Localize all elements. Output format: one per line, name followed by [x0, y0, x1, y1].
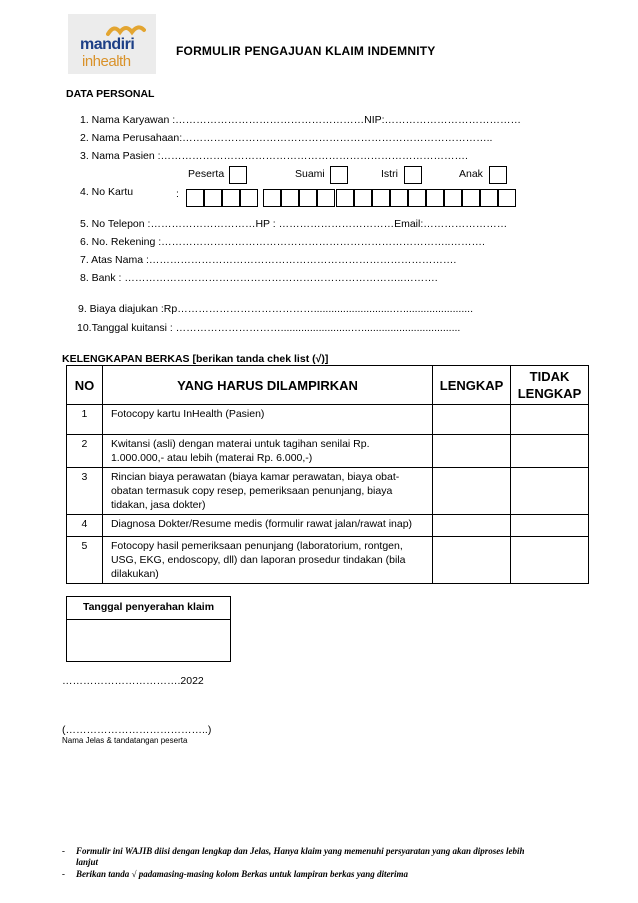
row-description — [102, 468, 432, 515]
no-kartu-digit-box[interactable] — [480, 189, 498, 207]
no-kartu-digit-box[interactable] — [498, 189, 516, 207]
no-kartu-digit-box[interactable] — [408, 189, 426, 207]
lengkap-cell[interactable] — [433, 468, 511, 515]
no-kartu-colon: : — [176, 188, 179, 200]
row-description-line: Rincian biaya perawatan (biaya kamar perawatan, biaya obat- — [110, 471, 400, 483]
header-item: YANG HARUS DILAMPIRKAN — [102, 366, 432, 405]
no-kartu-digit-box[interactable] — [281, 189, 299, 207]
no-telepon-field[interactable]: 5. No Telepon :…………………………HP : ……………………………Email:…………………… — [80, 218, 508, 230]
row-number: 4 — [67, 515, 103, 537]
istri-label: Istri — [381, 168, 398, 180]
row-description — [102, 435, 432, 468]
row-description-line: 1.000.000,- atau lebih (materai Rp. 6.000,-) — [110, 452, 313, 464]
logo-inhealth-text: inhealth — [82, 53, 131, 70]
table-row — [67, 537, 589, 584]
tanggal-kuitansi-field[interactable]: 10.Tanggal kuitansi : …………………………........................….................................. — [77, 322, 461, 334]
biaya-diajukan-field[interactable]: 9. Biaya diajukan :Rp…………………………………...........................…........................ — [78, 303, 474, 315]
no-kartu-digit-box[interactable] — [240, 189, 258, 207]
row-description — [102, 537, 432, 584]
tanggal-penyerahan-box — [66, 596, 231, 662]
table-row — [67, 515, 589, 537]
row-description-line: obatan termasuk copy resep, pemeriksaan penunjang, biaya — [110, 485, 393, 497]
row-description — [102, 515, 432, 537]
suami-checkbox[interactable] — [330, 166, 348, 184]
tidak-lengkap-cell[interactable] — [511, 468, 589, 515]
row-description-line: Fotocopy kartu InHealth (Pasien) — [110, 408, 265, 420]
data-personal-heading: DATA PERSONAL — [66, 88, 155, 100]
lengkap-cell[interactable] — [433, 435, 511, 468]
row-description-line: tidakan, jasa dokter) — [110, 499, 206, 511]
tidak-lengkap-cell[interactable] — [511, 435, 589, 468]
no-kartu-digit-box[interactable] — [444, 189, 462, 207]
header-lengkap: LENGKAP — [433, 366, 511, 405]
tidak-lengkap-cell[interactable] — [511, 515, 589, 537]
kelengkapan-heading: KELENGKAPAN BERKAS [berikan tanda chek list (√)] — [62, 353, 329, 365]
lengkap-cell[interactable] — [433, 405, 511, 435]
no-kartu-digit-box[interactable] — [354, 189, 372, 207]
no-kartu-digit-box[interactable] — [336, 189, 354, 207]
note-2-text: Berikan tanda √ padamasing-masing kolom Berkas untuk lampiran berkas yang diterima — [76, 869, 408, 879]
peserta-label: Peserta — [188, 168, 225, 180]
table-row — [67, 405, 589, 435]
note-2-dash: - — [62, 869, 65, 879]
istri-checkbox[interactable] — [404, 166, 422, 184]
nama-karyawan-field[interactable]: 1. Nama Karyawan :………………………………………………NIP:………………………………… — [80, 114, 522, 126]
row-description-line: Kwitansi (asli) dengan materai untuk tagihan senilai Rp. — [110, 438, 370, 450]
header-no: NO — [67, 366, 103, 405]
header-lengkap-2: LENGKAP — [517, 386, 582, 401]
suami-label: Suami — [295, 168, 325, 180]
note-1-dash: - — [62, 846, 65, 856]
row-description-line: Fotocopy hasil pemeriksaan penunjang (laboratorium, rontgen, — [110, 540, 403, 552]
no-kartu-digit-box[interactable] — [426, 189, 444, 207]
row-number: 2 — [67, 435, 103, 468]
header-tidak-lengkap — [511, 366, 589, 405]
no-kartu-digit-box[interactable] — [222, 189, 240, 207]
header-tidak: TIDAK — [529, 369, 570, 384]
kelengkapan-table-body — [67, 405, 589, 584]
form-title: FORMULIR PENGAJUAN KLAIM INDEMNITY — [176, 44, 436, 58]
signature-line[interactable]: (…………………………………..) — [62, 724, 212, 736]
nama-pasien-field[interactable]: 3. Nama Pasien :……………………………………………………………………………. — [80, 150, 468, 162]
peserta-checkbox[interactable] — [229, 166, 247, 184]
date-line[interactable]: …………………………….2022 — [62, 675, 204, 687]
table-row — [67, 435, 589, 468]
bank-field[interactable]: 8. Bank : ……………………………………………………………………..………. — [80, 272, 438, 284]
tidak-lengkap-cell[interactable] — [511, 405, 589, 435]
no-kartu-digit-box[interactable] — [186, 189, 204, 207]
note-1-continued: lanjut — [76, 857, 99, 867]
row-description — [102, 405, 432, 435]
no-kartu-digit-box[interactable] — [462, 189, 480, 207]
no-kartu-digit-box[interactable] — [204, 189, 222, 207]
tanggal-penyerahan-heading: Tanggal penyerahan klaim — [67, 597, 230, 620]
no-kartu-label: 4. No Kartu — [80, 186, 134, 198]
table-header-row — [67, 366, 589, 405]
no-kartu-digit-box[interactable] — [299, 189, 317, 207]
row-description-line: USG, EKG, endoscopy, dll) dan laporan prosedur tindakan (bila — [110, 554, 406, 566]
row-description-line: Diagnosa Dokter/Resume medis (formulir rawat jalan/rawat inap) — [110, 518, 413, 530]
row-number: 3 — [67, 468, 103, 515]
no-rekening-field[interactable]: 6. No. Rekening :………………………………………………………………………..………. — [80, 236, 485, 248]
lengkap-cell[interactable] — [433, 515, 511, 537]
kelengkapan-table — [66, 365, 589, 584]
no-kartu-digit-box[interactable] — [372, 189, 390, 207]
anak-label: Anak — [459, 168, 483, 180]
tidak-lengkap-cell[interactable] — [511, 537, 589, 584]
logo-mandiri-text: mandiri — [80, 36, 135, 53]
table-row — [67, 468, 589, 515]
row-description-line: dilakukan) — [110, 568, 159, 580]
anak-checkbox[interactable] — [489, 166, 507, 184]
note-1-text: Formulir ini WAJIB diisi dengan lengkap dan Jelas, Hanya klaim yang memenuhi persyaratan yang akan diproses lebih — [76, 846, 525, 856]
row-number: 5 — [67, 537, 103, 584]
no-kartu-digit-box[interactable] — [263, 189, 281, 207]
signature-caption: Nama Jelas & tandatangan peserta — [62, 736, 188, 745]
no-kartu-digit-box[interactable] — [390, 189, 408, 207]
nama-perusahaan-field[interactable]: 2. Nama Perusahaan:…………………………………………………………………………….. — [80, 132, 493, 144]
no-kartu-digit-box[interactable] — [317, 189, 335, 207]
atas-nama-field[interactable]: 7. Atas Nama :……………………………………………………………………………. — [80, 254, 457, 266]
lengkap-cell[interactable] — [433, 537, 511, 584]
row-number: 1 — [67, 405, 103, 435]
